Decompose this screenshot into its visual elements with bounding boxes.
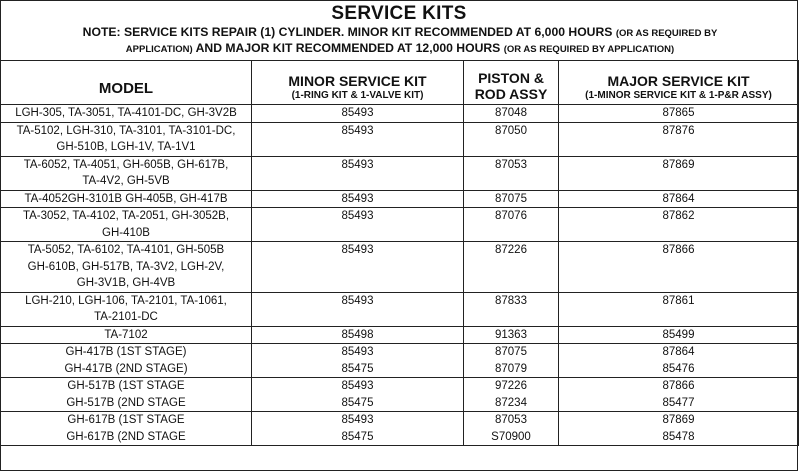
table-row (1, 344, 799, 378)
model-cell-line: GH-517B (1ST STAGE (67, 380, 185, 392)
model-cell (1, 190, 252, 208)
piston-rod-cell-line: 87226 (495, 244, 527, 256)
major-kit-cell-line: 87865 (662, 107, 695, 119)
piston-rod-cell (464, 156, 559, 190)
minor-kit-cell-line: 85493 (341, 380, 374, 392)
model-cell-line: TA-4V2, GH-5VB (82, 175, 170, 187)
minor-kit-cell-line: 85493 (341, 107, 374, 119)
minor-kit-cell-line: 85498 (341, 328, 374, 341)
table-row (1, 242, 799, 293)
piston-rod-cell-line: S70900 (491, 430, 531, 443)
model-cell (1, 156, 252, 190)
model-cell (1, 344, 252, 378)
model-cell-line: GH-610B, GH-517B, TA-3V2, LGH-2V, (27, 260, 225, 273)
model-cell-line: GH-3V1B, GH-4VB (76, 277, 176, 289)
model-cell-line: GH-617B (1ST STAGE (67, 414, 185, 426)
minor-kit-cell (252, 242, 464, 293)
model-cell-line: TA-4052GH-3101B GH-405B, GH-417B (24, 192, 228, 205)
minor-kit-cell (252, 122, 464, 156)
minor-kit-cell-line: 85493 (341, 244, 374, 256)
model-cell-line: GH-617B (2ND STAGE (66, 430, 186, 443)
model-cell-line: GH-410B (102, 226, 150, 239)
major-kit-cell (559, 326, 799, 344)
model-cell-line: TA-7102 (104, 328, 148, 341)
model-cell-line: GH-417B (1ST STAGE) (65, 346, 187, 358)
piston-rod-cell (464, 378, 559, 412)
header-minor-kit (252, 61, 464, 105)
table-row (1, 378, 799, 412)
major-kit-cell (559, 122, 799, 156)
minor-kit-cell (252, 208, 464, 242)
piston-rod-cell (464, 326, 559, 344)
major-kit-cell-line: 87861 (662, 294, 695, 307)
minor-kit-cell (252, 190, 464, 208)
header-piston-line2: ROD ASSY (474, 86, 548, 102)
model-cell-line: TA-2101-DC (94, 311, 158, 323)
major-kit-cell-line: 85476 (662, 362, 695, 375)
header-major-sub: (1-MINOR SERVICE KIT & 1-P&R ASSY) (585, 90, 772, 101)
minor-kit-cell-line: 85493 (341, 124, 374, 137)
header-piston-rod (464, 61, 559, 105)
major-kit-cell (559, 292, 799, 326)
header-model: MODEL (1, 61, 252, 105)
model-cell (1, 208, 252, 242)
piston-rod-cell (464, 208, 559, 242)
model-cell-line: GH-417B (2ND STAGE) (64, 362, 188, 375)
note-text (1, 24, 797, 57)
piston-rod-cell-line: 91363 (495, 328, 527, 341)
minor-kit-cell (252, 156, 464, 190)
major-kit-cell (559, 105, 799, 123)
model-cell-line: TA-5052, TA-6102, TA-4101, GH-505B (27, 244, 225, 256)
table-row (1, 208, 799, 242)
model-cell (1, 412, 252, 446)
piston-rod-cell-line: 87833 (495, 294, 527, 307)
model-cell (1, 105, 252, 123)
minor-kit-cell (252, 105, 464, 123)
major-kit-cell (559, 242, 799, 293)
minor-kit-cell-line: 85475 (341, 362, 374, 375)
note-part-2: APPLICATION) (125, 44, 193, 55)
major-kit-cell (559, 378, 799, 412)
minor-kit-cell (252, 344, 464, 378)
minor-kit-cell-line: 85493 (341, 346, 374, 358)
model-cell (1, 326, 252, 344)
model-cell (1, 122, 252, 156)
model-cell (1, 292, 252, 326)
piston-rod-cell-line: 87075 (495, 346, 527, 358)
minor-kit-cell (252, 292, 464, 326)
table-row (1, 156, 799, 190)
minor-kit-cell-line: 85493 (341, 294, 374, 307)
table-row (1, 105, 799, 123)
minor-kit-cell-line: 85493 (341, 414, 374, 426)
note-small-2: (OR AS REQUIRED BY APPLICATION) (503, 44, 675, 55)
piston-rod-cell-line: 87053 (495, 158, 527, 171)
model-cell-line: GH-510B, LGH-1V, TA-1V1 (56, 141, 196, 153)
major-kit-cell-line: 85477 (662, 396, 695, 409)
header-minor-sub: (1-RING KIT & 1-VALVE KIT) (291, 90, 424, 101)
table-row (1, 412, 799, 446)
major-kit-cell-line: 87869 (662, 414, 695, 426)
page-title: SERVICE KITS (331, 3, 467, 24)
piston-rod-cell-line: 87053 (495, 414, 527, 426)
minor-kit-cell-line: 85493 (341, 192, 374, 205)
piston-rod-cell (464, 292, 559, 326)
note-small-1: (OR AS REQUIRED BY (615, 28, 718, 39)
model-cell (1, 378, 252, 412)
header-major-kit (559, 61, 799, 105)
piston-rod-cell-line: 87050 (495, 124, 527, 137)
table-row (1, 190, 799, 208)
table-row (1, 326, 799, 344)
piston-rod-cell-line: 87076 (495, 210, 527, 222)
table-header-row (1, 61, 799, 105)
major-kit-cell-line: 87862 (662, 210, 695, 222)
model-cell-line: TA-3052, TA-4102, TA-2051, GH-3052B, (22, 210, 230, 222)
major-kit-cell-line: 87866 (662, 380, 695, 392)
minor-kit-cell (252, 412, 464, 446)
major-kit-cell (559, 412, 799, 446)
piston-rod-cell-line: 97226 (495, 380, 527, 392)
piston-rod-cell-line: 87075 (495, 192, 527, 205)
minor-kit-cell-line: 85493 (341, 210, 374, 222)
major-kit-cell-line: 87869 (662, 158, 695, 171)
note-part-1: NOTE: SERVICE KITS REPAIR (1) CYLINDER. MINOR KIT RECOMMENDED AT 6,000 HOURS (82, 25, 616, 39)
piston-rod-cell-line: 87048 (495, 107, 527, 119)
minor-kit-cell-line: 85475 (341, 396, 374, 409)
model-cell (1, 242, 252, 293)
piston-rod-cell (464, 242, 559, 293)
major-kit-cell-line: 87876 (662, 124, 695, 137)
piston-rod-cell (464, 122, 559, 156)
minor-kit-cell (252, 326, 464, 344)
major-kit-cell (559, 208, 799, 242)
table-row (1, 122, 799, 156)
major-kit-cell-line: 87864 (662, 346, 695, 358)
service-kits-table (0, 60, 799, 446)
major-kit-cell (559, 344, 799, 378)
major-kit-cell-line: 85499 (662, 328, 695, 341)
minor-kit-cell-line: 85475 (341, 430, 374, 443)
model-cell-line: TA-6052, TA-4051, GH-605B, GH-617B, (23, 158, 229, 171)
piston-rod-cell (464, 344, 559, 378)
major-kit-cell (559, 156, 799, 190)
piston-rod-cell-line: 87079 (495, 362, 527, 375)
header-minor-title: MINOR SERVICE KIT (288, 73, 427, 89)
major-kit-cell-line: 87866 (662, 244, 695, 256)
minor-kit-cell-line: 85493 (341, 158, 374, 171)
note-part-3: AND MAJOR KIT RECOMMENDED AT 12,000 HOURS (192, 41, 504, 55)
piston-rod-cell (464, 105, 559, 123)
table-row (1, 292, 799, 326)
major-kit-cell-line: 87864 (662, 192, 695, 205)
piston-rod-cell (464, 190, 559, 208)
model-cell-line: LGH-210, LGH-106, TA-2101, TA-1061, (25, 294, 227, 307)
table-body (1, 105, 799, 446)
model-cell-line: LGH-305, TA-3051, TA-4101-DC, GH-3V2B (15, 107, 237, 119)
model-cell-line: GH-517B (2ND STAGE (66, 396, 186, 409)
major-kit-cell (559, 190, 799, 208)
piston-rod-cell (464, 412, 559, 446)
major-kit-cell-line: 85478 (662, 430, 695, 443)
header-major-title: MAJOR SERVICE KIT (607, 73, 750, 89)
header-piston-line1: PISTON & (478, 70, 544, 86)
minor-kit-cell (252, 378, 464, 412)
model-cell-line: TA-5102, LGH-310, TA-3101, TA-3101-DC, (16, 124, 236, 137)
piston-rod-cell-line: 87234 (495, 396, 527, 409)
